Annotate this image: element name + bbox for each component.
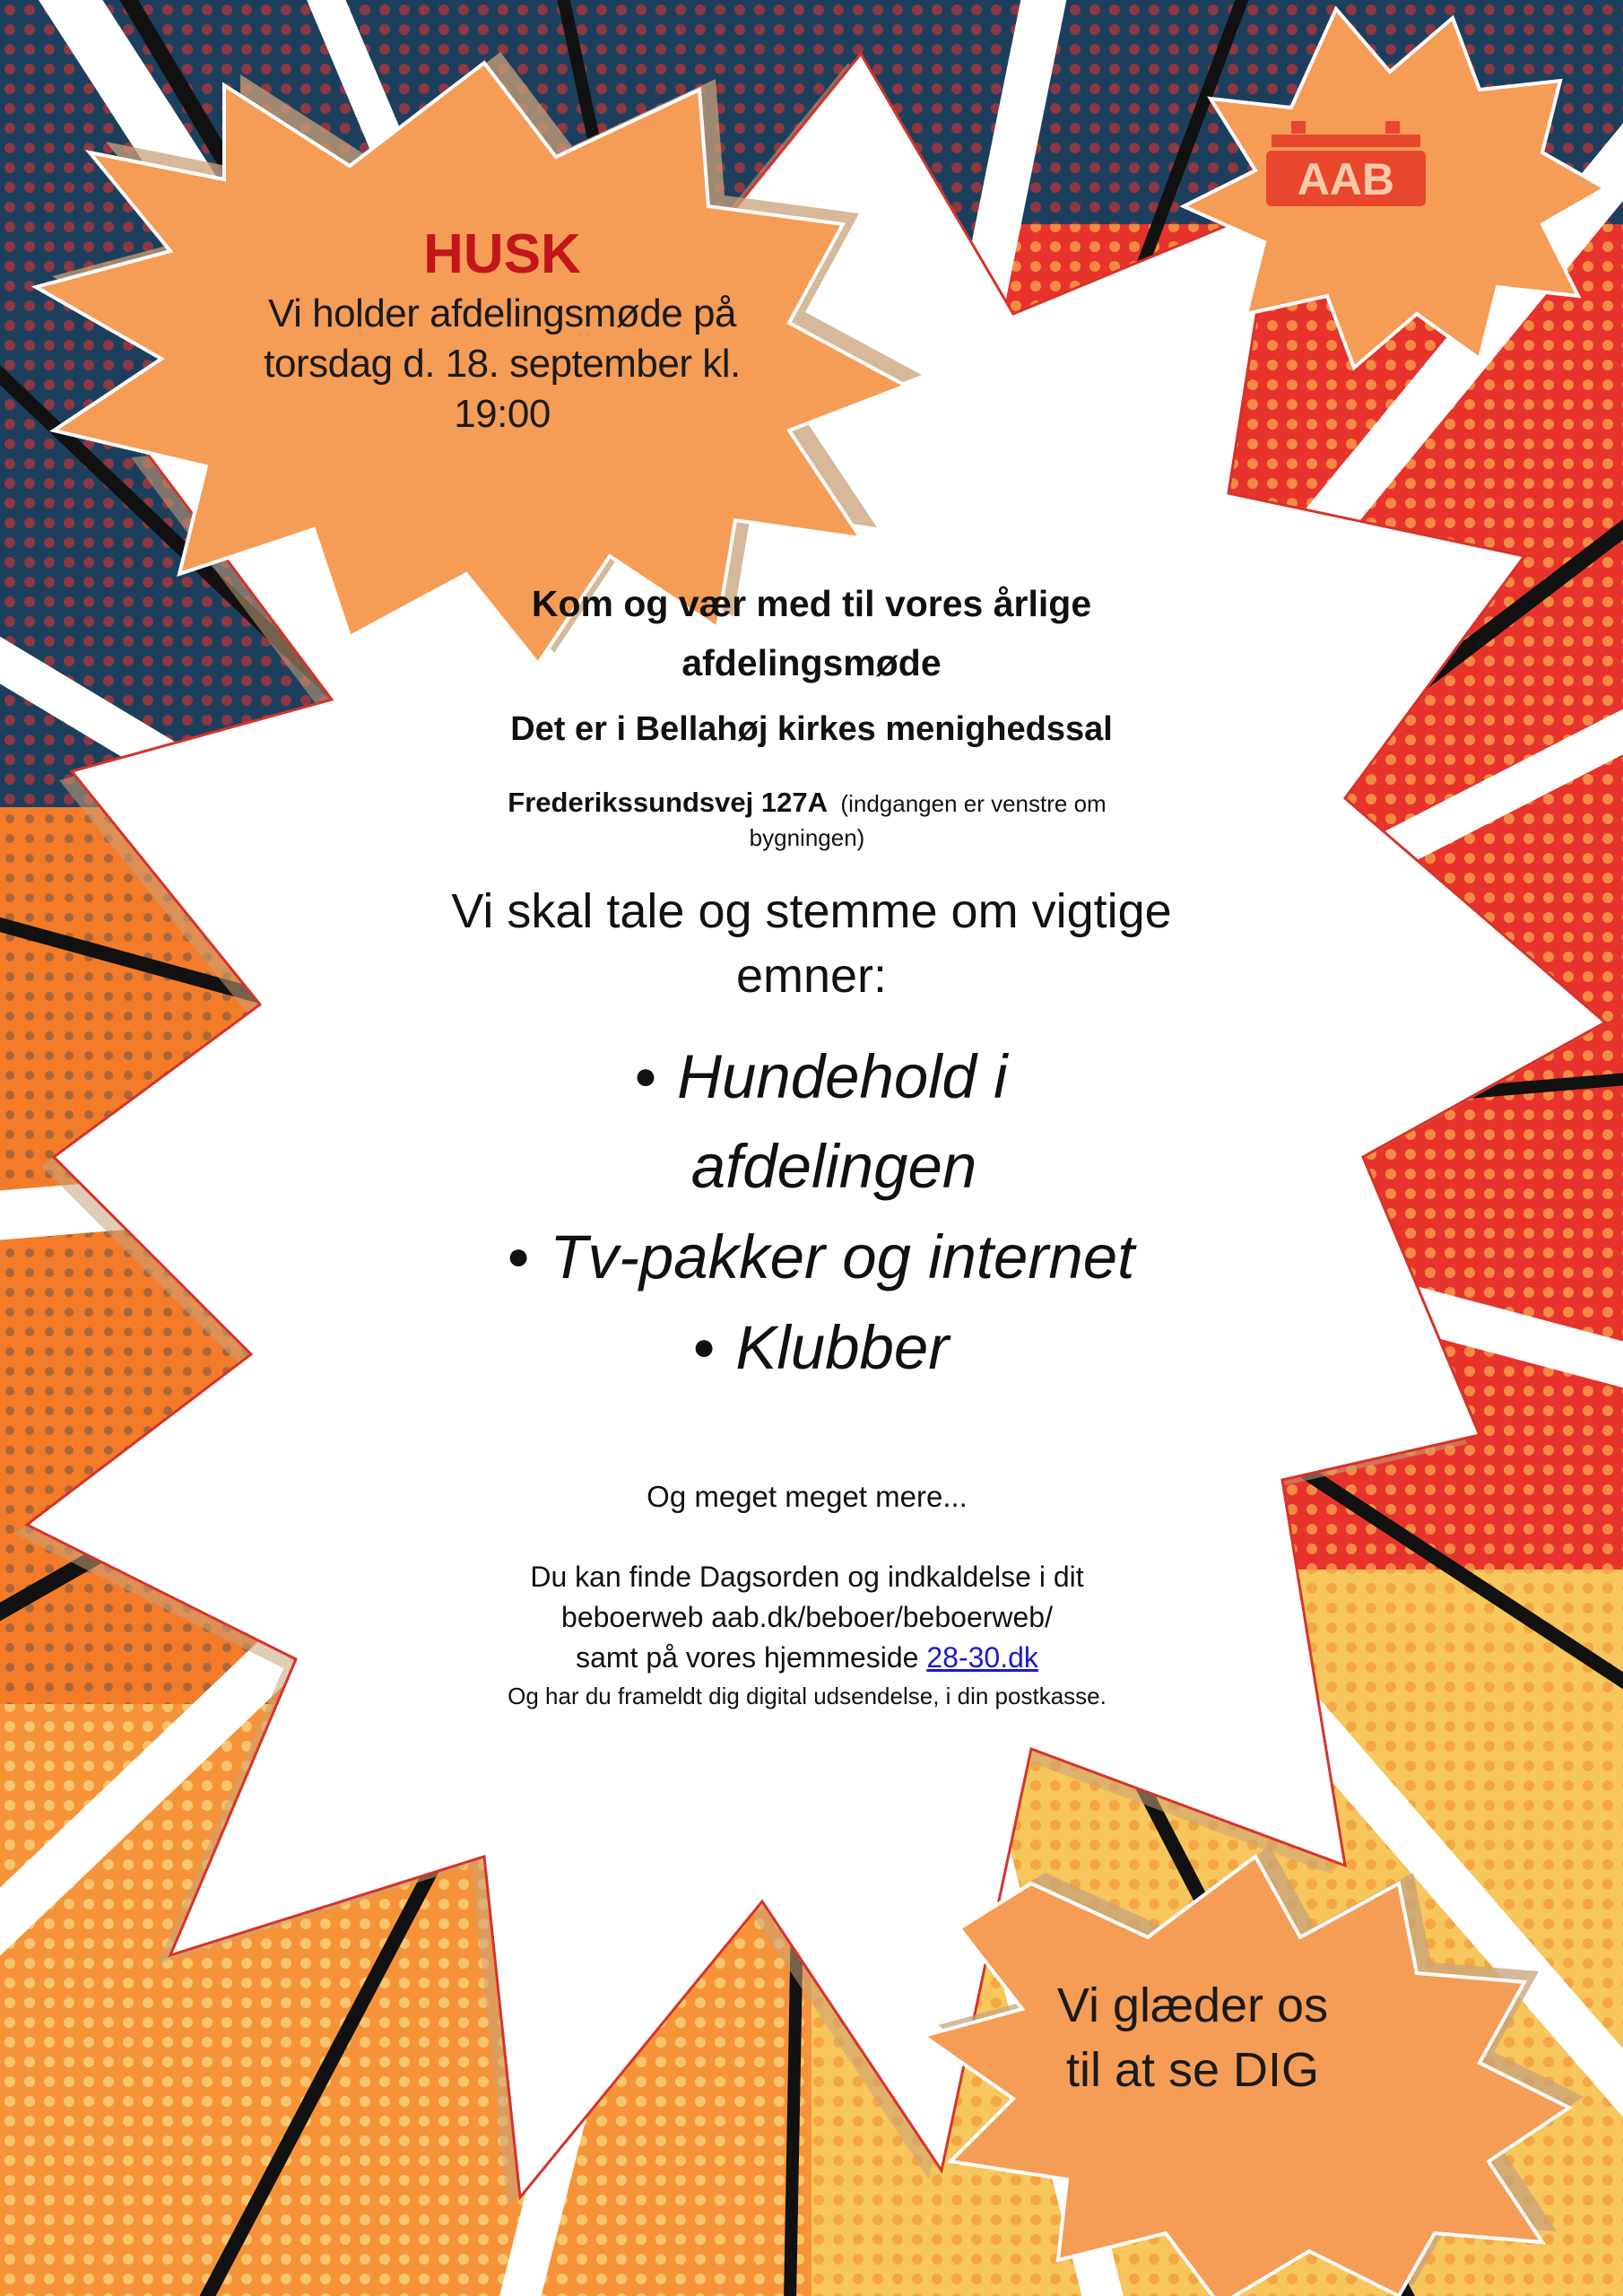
info-footnote: Og har du frameldt dig digital udsendelse, i din postkasse. — [508, 1683, 1107, 1709]
bullet-icon: ● — [633, 1054, 658, 1098]
agenda-item-label: Hundehold i — [677, 1042, 1008, 1111]
agenda-list — [430, 1031, 1211, 1393]
agenda-item-label: Klubber — [735, 1313, 950, 1382]
husk-title: HUSK — [423, 223, 581, 285]
info-line: Du kan finde Dagsorden og indkaldelse i dit — [530, 1561, 1084, 1593]
location-text: Det er i Bellahøj kirkes menighedssal — [510, 710, 1113, 748]
intro-heading — [430, 574, 1193, 692]
entrance-note-cont: bygningen) — [749, 824, 865, 851]
info-prefix: samt på vores hjemmeside — [576, 1641, 919, 1674]
closing-line: Vi glæder os — [1056, 1979, 1329, 2032]
address-block — [448, 786, 1166, 855]
agenda-item-label: Tv-pakker og internet — [550, 1222, 1135, 1292]
bullet-icon: ● — [506, 1234, 531, 1278]
closing-message — [1013, 1973, 1372, 2102]
topics-line: Vi skal tale og stemme om vigtige — [451, 884, 1172, 938]
aab-logo-text: AAB — [1297, 154, 1395, 204]
topics-heading — [412, 879, 1211, 1008]
info-line — [475, 1638, 1139, 1678]
intro-line: Kom og vær med til vores årlige — [531, 583, 1092, 624]
agenda-item-label-cont: afdelingen — [690, 1132, 977, 1201]
info-block — [475, 1557, 1139, 1714]
address-line — [448, 786, 1166, 821]
website-link[interactable]: 28-30.dk — [926, 1641, 1038, 1674]
agenda-item — [430, 1031, 1211, 1212]
more-text: Og meget meget mere... — [647, 1480, 968, 1513]
street-address: Frederikssundsvej 127A — [508, 787, 828, 818]
husk-line: torsdag d. 18. september kl. — [264, 342, 741, 386]
closing-line: til at se DIG — [1065, 2043, 1320, 2097]
topics-line: emner: — [735, 949, 888, 1003]
husk-message — [215, 289, 789, 439]
info-line: beboerweb aab.dk/beboer/beboerweb/ — [561, 1601, 1053, 1633]
agenda-item — [430, 1302, 1211, 1393]
husk-line: Vi holder afdelingsmøde på — [268, 291, 736, 335]
bullet-icon: ● — [691, 1325, 716, 1369]
intro-line: afdelingsmøde — [681, 642, 942, 683]
agenda-item — [430, 1212, 1211, 1302]
entrance-note: (indgangen er venstre om — [840, 790, 1107, 817]
husk-line: 19:00 — [454, 392, 551, 436]
